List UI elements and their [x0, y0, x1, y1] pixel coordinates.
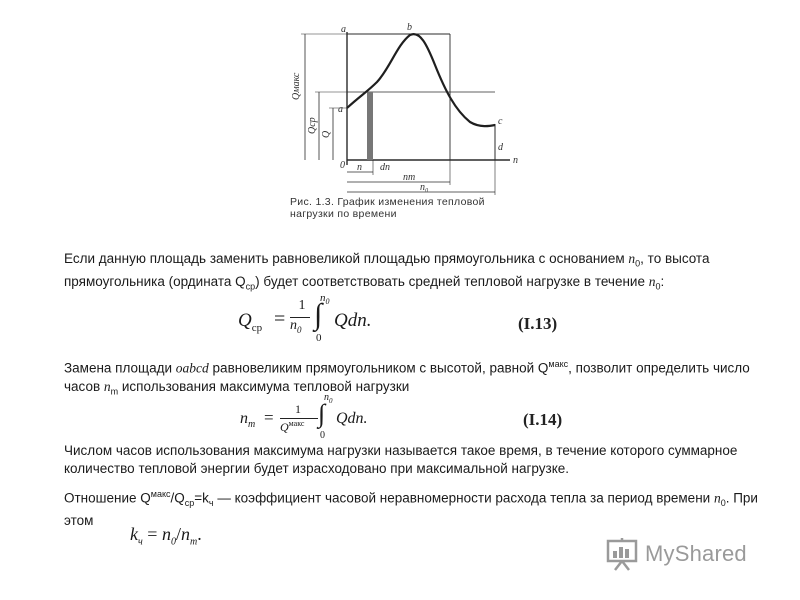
presentation-board-icon [605, 537, 639, 571]
paragraph-4: Отношение $Q^{макс}/Q_{ср}=k_ч$ — коэффициент часовой неравномерности расхода тепла за период времени $n_0$. При этом [64, 489, 758, 529]
eq2-num: 1 [295, 402, 301, 416]
graph-svg [285, 20, 525, 220]
eq2-number: (I.14) [523, 410, 563, 429]
eq1-number: (I.13) [518, 314, 558, 333]
eq2-lower: 0 [320, 430, 325, 441]
label-origin: 0 [340, 160, 345, 171]
equation-3: $k_ч = n_0/n_m$. [130, 524, 202, 548]
label-qmax: Qмакс [291, 72, 302, 100]
eq2-equals: = [264, 408, 274, 427]
paragraph-1: Если данную площадь заменить равновеликой площадью прямоугольника с основанием $n_0$, то высота прямоугольника (ордината $Q_{ср}$) будет соответствовать средней тепловой нагрузке в течение $n_0$: [64, 251, 710, 292]
eq1-lhs: $Q_{ср}$ [238, 310, 263, 334]
figure-caption: Рис. 1.3. График изменения тепловой нагрузки по времени [290, 196, 485, 220]
eq1-upper: $n_0$ [320, 292, 330, 307]
label-n-axis: n [513, 155, 518, 166]
dn-strip [367, 92, 373, 160]
label-n: n [357, 162, 362, 173]
label-q: Q [321, 130, 332, 138]
label-nm: nт [403, 172, 416, 183]
label-a: a [338, 104, 343, 115]
equation-1 [238, 292, 578, 346]
watermark-text: MyShared [645, 541, 747, 566]
eq1-den: $n_0$ [290, 318, 302, 335]
eq1-num: 1 [298, 298, 306, 313]
eq2-integrand: Qdn. [336, 410, 368, 427]
equation-2 [240, 392, 580, 444]
integral-sign-1: ∫ [314, 298, 323, 331]
label-qcp: Qср [307, 117, 318, 134]
paragraph-3: Числом часов использования максимума нагрузки называется такое время, в течение которого суммарное количество тепловой энергии будет израсходовано при максимальной нагрузке. [64, 443, 738, 476]
paragraph-2: Замена площади oabcd равновеликим прямоугольником с высотой, равной $Q^{макс}$, позволит определить число часов $n_m$ использования максимума тепловой нагрузки [64, 359, 750, 397]
label-a-top: a [341, 24, 346, 35]
label-d: d [498, 142, 503, 153]
eq1-integrand: Qdn. [334, 310, 372, 331]
myshared-watermark [605, 534, 747, 574]
label-dn: dn [380, 162, 390, 173]
label-b: b [407, 22, 412, 33]
heat-load-graph [285, 20, 525, 220]
eq1-equals: = [274, 308, 286, 330]
label-c: c [498, 116, 503, 127]
eq2-den: $Q^{макс}$ [280, 419, 305, 434]
eq2-lhs: $n_m$ [240, 410, 256, 431]
integral-sign-2: ∫ [318, 399, 326, 428]
label-n0: n₀ [420, 182, 429, 193]
eq2-upper: $n_0$ [324, 392, 333, 405]
eq1-lower: 0 [316, 332, 322, 344]
